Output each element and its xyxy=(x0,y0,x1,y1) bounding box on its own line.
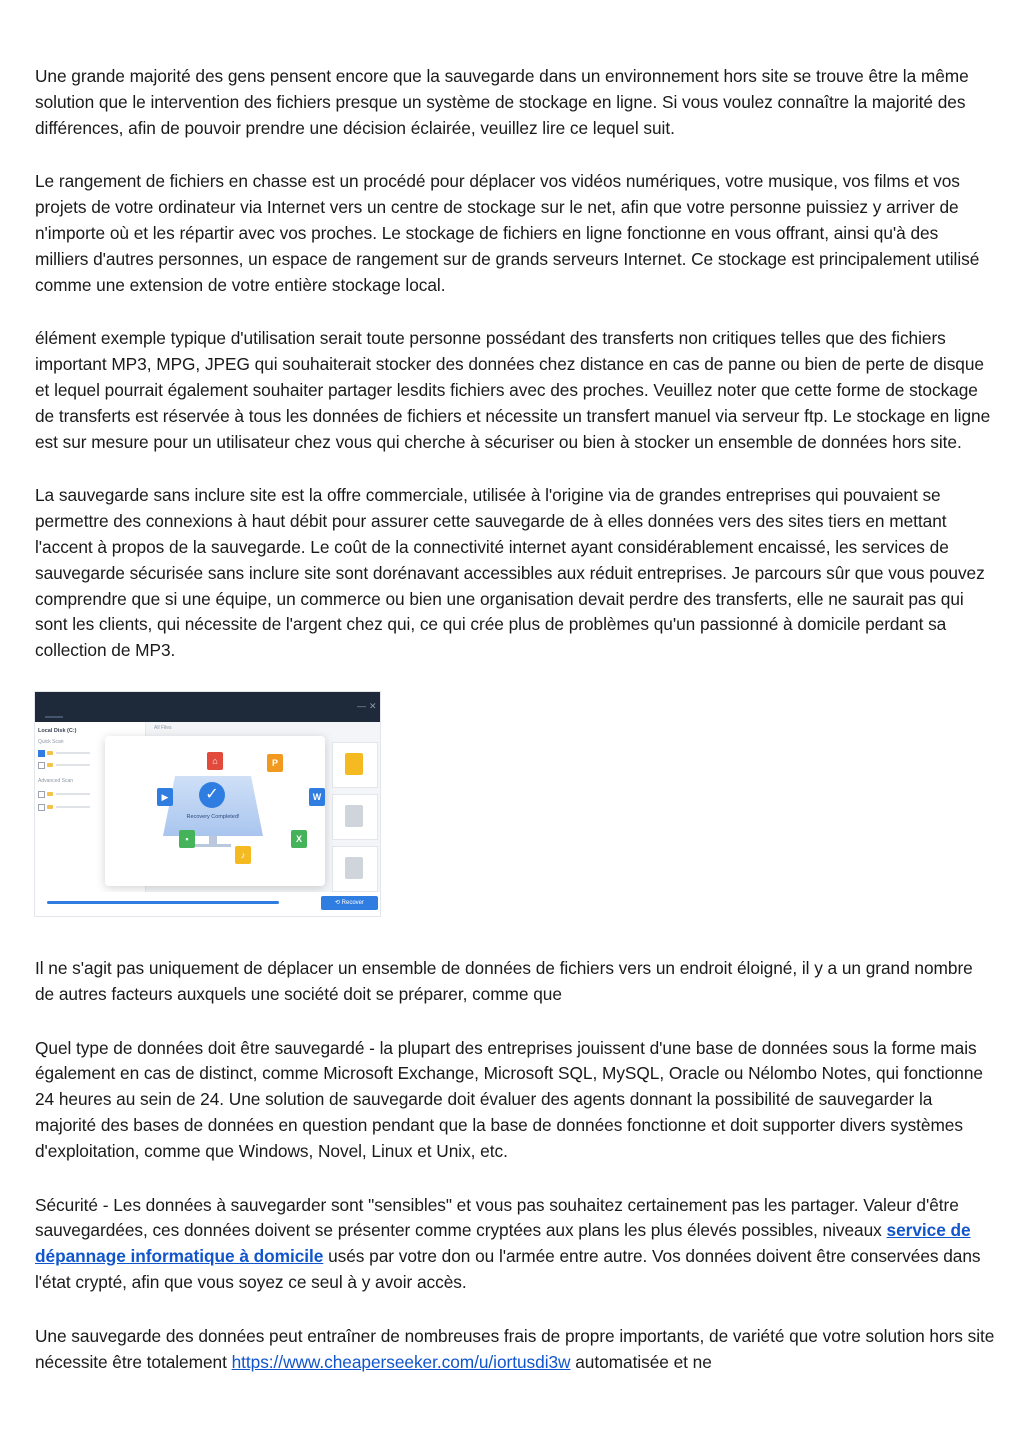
music-icon: ♪ xyxy=(235,846,251,864)
all-files-label: All Files xyxy=(154,724,172,731)
paragraph-2: Le rangement de fichiers en chasse est un procédé pour déplacer vos vidéos numériques, votre musique, vos films et vos projets de votre ordinateur via Internet vers un centre de stockage sur le net, afin que votre personne puissiez y arriver de n'importe où et les répartir avec vos proches. Le stockage de fichiers en ligne fonctionne en vous offrant, ainsi qu'à des milliers d'autres personnes, un espace de rangement sur de grands serveurs Internet. Ce stockage est principalement utilisé comme une extension de votre entière stockage local. xyxy=(35,171,980,295)
app-titlebar xyxy=(35,692,380,722)
pdf-icon: ⌂ xyxy=(207,752,223,770)
quick-scan-label: Quick Scan xyxy=(38,738,64,745)
recover-button[interactable]: ⟲ Recover xyxy=(321,896,378,910)
paragraph-8-text-a: Une sauvegarde des données peut entraîner de nombreuses frais de propre importants, de variété que votre solution hors site nécessite être totalement xyxy=(35,1325,995,1372)
recovery-complete-dialog xyxy=(105,736,325,886)
paragraph-6: Quel type de données doit être sauvegardé - la plupart des entreprises jouissent d'une base de données sous la forme mais également en cas de distinct, comme Microsoft Exchange, Microsoft SQL, MySQL, Oracle ou Nélombo Notes, qui fonctionne 24 heures au sein de 24. Une solution de sauvegarde doit évaluer des agents donnant la possibilité de sauvegarder la majorité des bases de données en question pendant que la base de données fonctionne et doit supporter divers systèmes d'exploitation, comme que Windows, Novel, Linux et Unix, etc. xyxy=(35,1037,983,1161)
paragraph-8 xyxy=(35,1324,995,1376)
paragraph-7-text-a: Sécurité - Les données à sauvegarder sont "sensibles" et vous pas souhaitez certainement pas les partager. Valeur d'être sauvegardées, ces données doivent se présenter comme cryptées aux plans les plus élevés possibles, niveaux xyxy=(35,1194,959,1241)
recovery-complete-text: Recovery Completed! xyxy=(186,813,240,820)
word-icon: W xyxy=(309,788,325,806)
progress-bar xyxy=(47,901,279,904)
paragraph-7 xyxy=(35,1193,995,1296)
advanced-scan-label: Advanced Scan xyxy=(38,777,74,784)
drive-label: Local Disk (C:) xyxy=(38,727,77,734)
paragraph-7-text-b: usés par votre don ou l'armée entre autre. Vos données doivent être conservées dans l'état crypté, afin que vous soyez ce seul à y avoir accès. xyxy=(35,1246,981,1292)
paragraph-3: élément exemple typique d'utilisation serait toute personne possédant des transferts non critiques telles que des fichiers important MP3, MPG, JPEG qui souhaiterait stocker des données chez distance en cas de panne ou bien de perte de disque et lequel pourrait également souhaiter partager lesdits fichiers avec des proches. Veuillez noter que cette forme de stockage de transferts est réservée à tous les données de fichiers et nécessite un transfert manuel via serveur ftp. Le stockage en ligne est sur mesure pour un utilisateur chez vous qui cherche à sécuriser ou bien à stocker un ensemble de données hors site. xyxy=(35,328,991,452)
paragraph-8-text-b: automatisée et ne xyxy=(570,1351,712,1372)
image-icon: ▪ xyxy=(179,830,195,848)
paragraph-5: Il ne s'agit pas uniquement de déplacer un ensemble de données de fichiers vers un endroit éloigné, il y a un grand nombre de autres facteurs auxquels une société doit se préparer, comme que xyxy=(35,957,973,1004)
excel-icon: X xyxy=(291,830,307,848)
paragraph-1: Une grande majorité des gens pensent encore que la sauvegarde dans un environnement hors site se trouve être la même solution que le intervention des fichiers presque un système de stockage en ligne. Si vous voulez connaître la majorité des différences, afin de pouvoir prendre une décision éclairée, veuillez lire ce lequel suit. xyxy=(35,66,969,138)
video-icon: ▶ xyxy=(157,788,173,806)
paragraph-4: La sauvegarde sans inclure site est la offre commerciale, utilisée à l'origine via de grandes entreprises qui pouvaient se permettre des connexions à haut débit pour assurer cette sauvegarde de à elles données vers des sites tiers en mettant l'accent à propos de la sauvegarde. Le coût de la connectivité internet ayant considérablement encaissé, les services de sauvegarde sécurisée sans inclure site sont dorénavant accessibles aux réduit entreprises. Je parcours sûr que vous pouvez comprendre que si une équipe, un commerce ou bien une organisation devait perdre des transferts, elle ne saurait pas qui sont les clients, qui nécessite de l'argent chez qui, ce qui crée plus de problèmes qu'un passionné à domicile perdant sa collection de MP3. xyxy=(35,485,985,661)
ppt-icon: P xyxy=(267,754,283,772)
check-icon: ✓ xyxy=(199,782,225,808)
minimize-icon: — xyxy=(357,700,366,711)
close-icon: ✕ xyxy=(369,700,377,711)
recovery-screenshot-image xyxy=(35,692,380,916)
service-link[interactable]: service de dépannage informatique à domicile xyxy=(35,1220,971,1267)
document-body xyxy=(35,64,995,1403)
progress-area xyxy=(35,892,380,916)
url-link[interactable]: https://www.cheaperseeker.com/u/iortusdi3w xyxy=(231,1351,571,1372)
